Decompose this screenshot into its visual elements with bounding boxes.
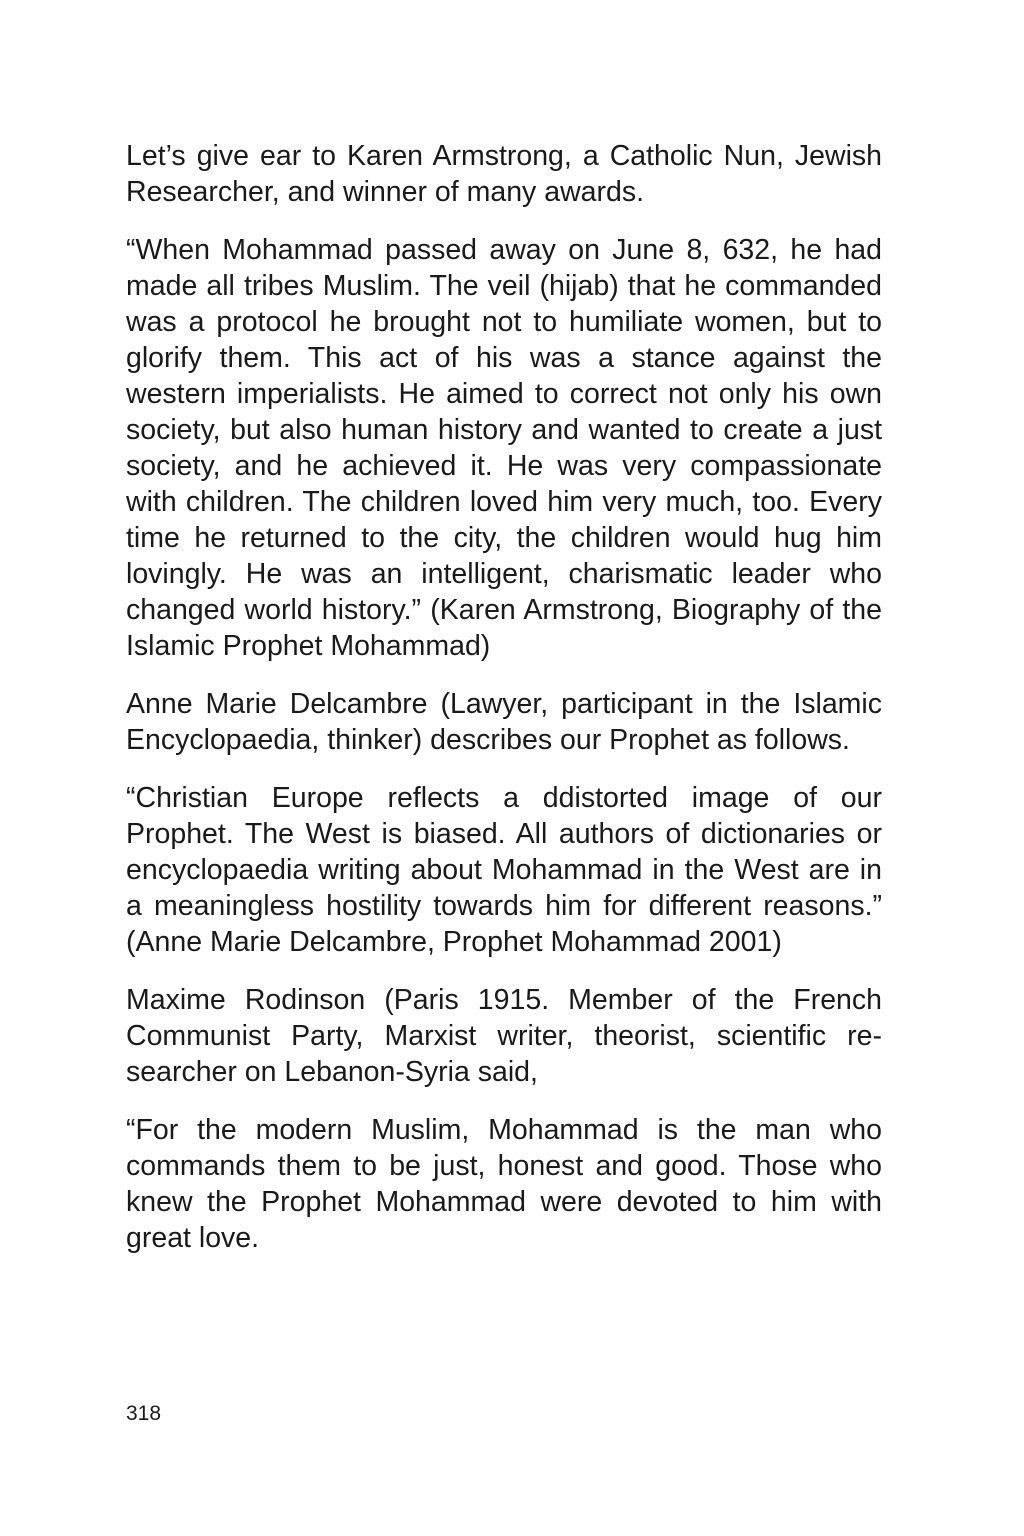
paragraph-quote-armstrong: “When Mohammad passed away on June 8, 632, he had made all tribes Muslim. The veil (hijab) that he commanded was a protocol he brought not to humiliate women, but to glorify them. This act of his was a stance against the western imperialists. He aimed to correct not only his own society, but also human history and wanted to create a just society, and he achieved it. He was very compassionate with children. The children loved him very much, too. Every time he returned to the city, the children would hug him lovingly. He was an intelligent, charismatic leader who changed world history.” (Karen Armstrong, Biography of the Islamic Prophet Mohammad) bbox=[126, 234, 882, 662]
paragraph-quote-rodinson: “For the modern Muslim, Mohammad is the man who commands them to be just, honest and good. Those who knew the Prophet Mohammad were devoted to him with great love. bbox=[126, 1114, 882, 1254]
page-number: 318 bbox=[126, 1402, 162, 1425]
paragraph-intro-rodinson: Maxime Rodinson (Paris 1915. Member of the French Communist Party, Marxist writer, theorist, scientific researcher on Lebanon-Syria said, bbox=[126, 984, 882, 1088]
paragraph-intro-delcambre: Anne Marie Delcambre (Lawyer, participant in the Islamic Encyclopaedia, thinker) describes our Prophet as follows. bbox=[126, 688, 882, 756]
paragraph-quote-delcambre: “Christian Europe reflects a ddistorted image of our Prophet. The West is biased. All authors of dictionaries or encyclopaedia writing about Mohammad in the West are in a meaningless hostility towards him for different reasons.” (Anne Marie Delcambre, Prophet Mohammad 2001) bbox=[126, 782, 882, 958]
paragraph-intro-armstrong: Let’s give ear to Karen Armstrong, a Catholic Nun, Jewish Researcher, and winner of many awards. bbox=[126, 140, 882, 208]
body-text bbox=[126, 138, 882, 1278]
